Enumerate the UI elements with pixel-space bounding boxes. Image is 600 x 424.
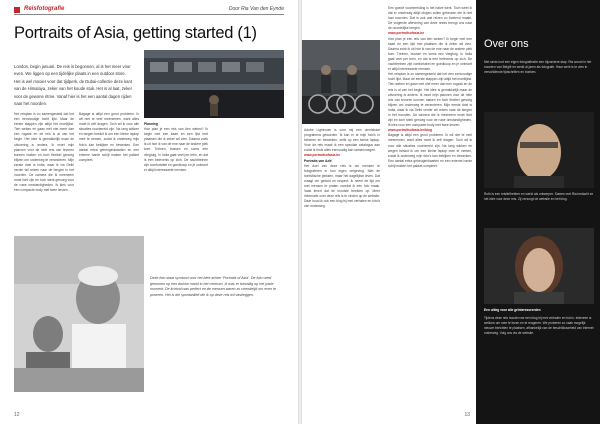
cyclists-photo bbox=[302, 40, 380, 124]
article-column-2: Bagage is altijd een groot probleem. Ik wil niet te veel meenemen, want alles moet ik zelf dragen. Toch wil ik voor alle situaties voorbereid zijn. Na lang wikken en wegen besluit ik om een kleine laptop mee te nemen, zodat ik onderweg mijn foto's kan bekijken en bewerken. Een aantal extra geheugenkaarten en een externe harde schijf maken het pakket compleet. bbox=[79, 112, 139, 162]
section-header bbox=[14, 6, 284, 15]
article-column-5: Een goede voorbereiding is het halve werk. Toch weet ik dat er onderweg altijd dingen zullen gebeuren die ik niet had voorzien. Dat is ook wat reizen zo boeiend maakt. De volgende aflevering van deze reeks brengt ons naar de noordelijke bergen. www.portraitsofasia.be Hoe plan je een reis van tien weken? Ik begin met een kaart en een lijst met plaatsen die ik zeker wil zien. Daarna zoek ik uit hoe ik van de ene naar de andere plek kom. Treinen, bussen en soms een vliegtuig. In India gaat veel per trein, en dat is een belevenis op zich. De nachttreinen zijn comfortabel en goedkoop en je ontmoet er altijd interessante mensen. Het reisplan is zo samengesteld dat het een eenvoudige tocht lijkt. Maar de eerste stappen zijn altijd het moeilijkst. Tien weken en gaan met niet meer dan een rugzak en de reis is al van het begin. Het idee is gemakkelijk maar de uitvoering is anders. Ik moet mijn plannen voor de hele reis van tevoren kunnen maken en toch flexibel genoeg blijven om onderweg te veranderen. Mijn eerste doel is India, waar ik via Delhi verder wil reizen naar de bergen in het noorden. De camera die ik meeneem moet licht zijn en toch sterk genoeg voor de ruwe omstandigheden. Ik kies voor een compacte body met twee lenzen. www.portraitsofasia.be/blog Bagage is altijd een groot probleem. Ik wil niet te veel meenemen, want alles moet ik zelf dragen. Toch wil ik voor alle situaties voorbereid zijn. Na lang wikken en wegen besluit ik om een kleine laptop mee te nemen, zodat ik onderweg mijn foto's kan bekijken en bewerken. Een aantal extra geheugenkaarten en een externe harde schijf maken het pakket compleet. bbox=[388, 6, 472, 168]
vendors-photo bbox=[14, 236, 144, 392]
portrait-man bbox=[484, 112, 594, 188]
portrait-woman bbox=[484, 228, 594, 304]
subhead-portraits: Portraits van Azië bbox=[304, 158, 332, 163]
photo-caption: Deze foto staat symbool voor het idee achter 'Portraits of Asia'. De foto werd genomen op een drukke markt in het centrum. Ik was er toevallig op het juiste moment. De lichtval was perfect en de mensen waren zo vriendelijk om even te poseren. Het is die spontaniteit die ik op deze reis wil vastleggen. bbox=[150, 276, 277, 297]
page-number-right: 13 bbox=[464, 412, 470, 418]
article-intro: London, begin januari. De reis is begonnen, al is het meer voor even. We liggen op een tijdelijke plaats in een outdoor store. Het is wel mooier voor dat tijdperk, de Dubai-collectie deze kant van de Himalaya, zeker van het koude stuk. Het is al laat, zeker voor de gewone ritme. Vanaf hier is het een aantal dagen rijden naar het noorden. bbox=[14, 64, 133, 107]
about-sidebar bbox=[476, 0, 600, 424]
article-title: Portraits of Asia, getting started (1) bbox=[14, 24, 257, 42]
left-page bbox=[0, 0, 298, 424]
article-column-1: Het reisplan is zo samengesteld dat het een eenvoudige tocht lijkt. Maar de eerste stappen zijn altijd het moeilijkst. Tien weken en gaan met niet meer dan een rugzak en de reis is al van het begin. Het idee is gemakkelijk maar de uitvoering is anders. Ik moet mijn plannen voor de hele reis van tevoren kunnen maken en toch flexibel genoeg blijven om onderweg te veranderen. Mijn eerste doel is India, waar ik via Delhi verder wil reizen naar de bergen in het noorden. De camera die ik meeneem moet licht zijn en toch sterk genoeg voor de ruwe omstandigheden. Ik kies voor een compacte body met twee lenzen. bbox=[14, 112, 74, 193]
sidebar-subhead: Een uitleg voor alle geïnteresseerden bbox=[484, 308, 541, 312]
sidebar-body: Tijdens deze reis houden we een blog bij met verhalen en foto's. Iedereen is welkom om mee te lezen en te reageren. We proberen zo vaak mogelijk nieuwe berichten te plaatsen, afhankelijk van de beschikbaarheid van internet onderweg. Volg ons via de website. bbox=[484, 316, 594, 335]
right-page bbox=[302, 0, 600, 424]
sidebar-bio: Ruth is een reisliefhebber en werkt als ontwerper. Samen met Ria bedacht ze het idee voor deze reis. Zij verzorgt de website en het blog. bbox=[484, 192, 594, 201]
page-number-left: 12 bbox=[14, 412, 20, 418]
sidebar-intro: Met sinds kort een eigen fotografiesite een bijzondere stap. Ria woont in het noorden van België en werkt al jaren als fotografe. Haar werk is te zien in verschillende tijdschriften en boeken. bbox=[484, 60, 592, 74]
byline: Door Ria Van den Eynde bbox=[228, 6, 284, 12]
article-column-3: Planning Hoe plan je een reis van tien weken? Ik begin met een kaart en een lijst met plaatsen die ik zeker wil zien. Daarna zoek ik uit hoe ik van de ene naar de andere plek kom. Treinen, bussen en soms een vliegtuig. In India gaat veel per trein, en dat is een belevenis op zich. De nachttreinen zijn comfortabel en goedkoop en je ontmoet er altijd interessante mensen. bbox=[144, 122, 208, 172]
sidebar-title: Over ons bbox=[484, 38, 529, 50]
subhead-planning: Planning bbox=[144, 122, 158, 126]
train-photo bbox=[144, 50, 284, 118]
article-column-4: Adobe Lightroom is voor mij een onmisbaar programma geworden. Ik kan er al mijn foto's in beheren en bewerken, zelfs op een kleine laptop. Voor de reis maak ik een speciale catalogus aan zodat ik thuis alles eenvoudig kan samenvoegen. www.portraitsofasia.be Portraits van Azië Het doel van deze reis is om mensen te fotograferen in hun eigen omgeving. Niet de toeristische plekken, maar het dagelijkse leven. Dat vraagt om geduld en respect. Ik neem de tijd om met mensen te praten voordat ik een foto maak. Vaak levert dat de mooiste beelden op. Meer informatie over deze reis is te vinden op de website. Daar houd ik ook een blog bij met verhalen en foto's van onderweg. bbox=[304, 128, 380, 209]
section-marker bbox=[14, 7, 20, 13]
blog-link[interactable]: www.portraitsofasia.be/blog bbox=[388, 128, 433, 133]
website-link-2[interactable]: www.portraitsofasia.be bbox=[388, 31, 425, 36]
section-label: Reisfotografie bbox=[24, 6, 65, 12]
website-link-1[interactable]: www.portraitsofasia.be bbox=[304, 153, 341, 158]
